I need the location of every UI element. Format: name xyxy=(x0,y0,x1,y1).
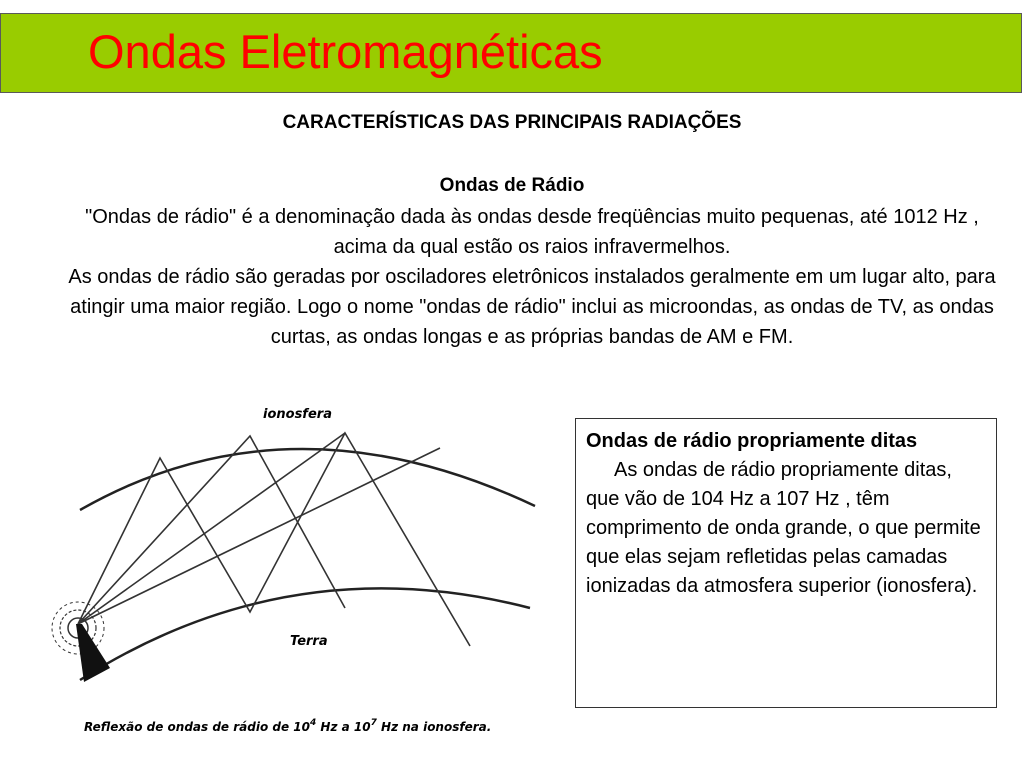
wave-rays xyxy=(78,433,470,646)
transmitter-antenna-icon xyxy=(52,602,110,682)
ionosphere-arc xyxy=(80,449,535,510)
ray-4 xyxy=(78,448,440,624)
paragraph-definition: "Ondas de rádio" é a denominação dada às ondas desde freqüências muito pequenas, até 1012 Hz , acima da qual estão os raios infravermelhos. xyxy=(85,206,979,258)
radio-waves-info-box xyxy=(575,418,997,708)
radio-waves-heading: Ondas de Rádio xyxy=(439,175,585,196)
ionosphere-reflection-diagram xyxy=(40,398,540,743)
info-box-body: As ondas de rádio propriamente ditas, que vão de 104 Hz a 107 Hz , têm comprimento de onda grande, o que permite que elas sejam refletidas pelas camadas ionizadas da atmosfera superior (ionosfera). xyxy=(586,459,981,597)
caption-exp-2: 7 xyxy=(370,718,377,728)
caption-part-3: Hz na ionosfera. xyxy=(376,720,492,734)
title-bar xyxy=(0,13,1022,93)
ray-1 xyxy=(78,433,470,646)
caption-part-1: Reflexão de ondas de rádio de 10 xyxy=(84,720,310,734)
diagram-caption xyxy=(84,718,491,734)
page-title: Ondas Eletromagnéticas xyxy=(88,25,603,78)
ionosphere-label: ionosfera xyxy=(263,407,332,422)
paragraph-generation: As ondas de rádio são geradas por osciladores eletrônicos instalados geralmente em um lugar alto, para atingir uma maior região. Logo o nome "ondas de rádio" inclui as microondas, as ondas de TV, as ondas curtas, as ondas longas e as próprias bandas de AM e FM. xyxy=(68,266,996,348)
earth-label: Terra xyxy=(290,634,328,649)
info-box-title: Ondas de rádio propriamente ditas xyxy=(586,430,918,452)
section-subtitle: CARACTERÍSTICAS DAS PRINCIPAIS RADIAÇÕES xyxy=(282,112,742,133)
caption-part-2: Hz a 10 xyxy=(316,720,371,734)
caption-exp-1: 4 xyxy=(309,718,317,728)
ray-3 xyxy=(78,433,345,624)
